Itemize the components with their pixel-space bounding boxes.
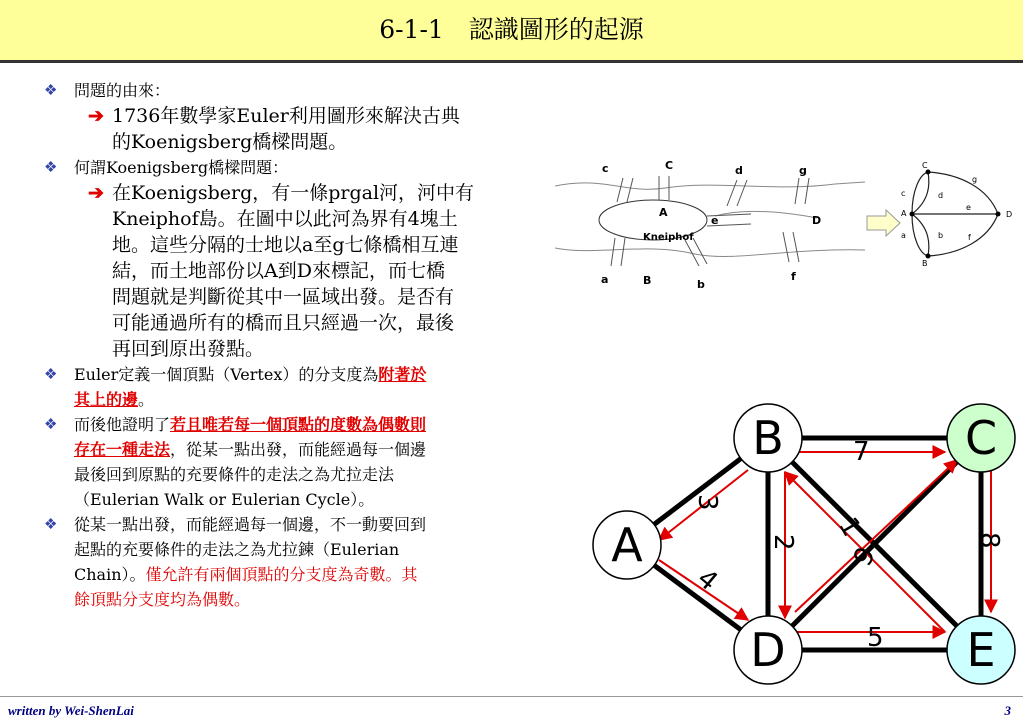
diamond-bullet-icon: ❖ bbox=[44, 515, 58, 533]
bullet-text: 從某一點出發，而能經過每一個邊，不一動要回到 bbox=[74, 515, 427, 534]
koenigsberg-map bbox=[555, 158, 865, 290]
subbullet-line: 在Koenigsberg，有一條prgal河，河中有 bbox=[112, 182, 475, 204]
map-label-D: D bbox=[812, 214, 822, 227]
subbullet-line: 再回到原出發點。 bbox=[112, 338, 265, 360]
map-label-kneiphof: Kneiphof bbox=[643, 232, 694, 243]
diamond-bullet-icon: ❖ bbox=[44, 415, 58, 433]
edge-label-1: 1 bbox=[832, 512, 867, 542]
bullet-text: 起點的充要條件的走法之為尤拉鍊（Eulerian bbox=[74, 540, 400, 559]
small-label-e: e bbox=[966, 203, 971, 212]
arrow-bullet-icon: ➔ bbox=[88, 182, 104, 204]
arrow-edge-1 bbox=[795, 460, 957, 612]
map-label-f: f bbox=[791, 270, 796, 283]
map-label-c: c bbox=[602, 162, 609, 175]
subbullet-line: Kneiphof島。在圖中以此河為界有4塊土 bbox=[112, 208, 458, 230]
bullet-text: Euler定義一個頂點（Vertex）的分支度為 bbox=[74, 365, 379, 384]
map-label-A: A bbox=[659, 206, 668, 219]
small-label-D: D bbox=[1006, 210, 1013, 219]
bullet-text: ，從某一點出發，而能經過每一個邊 bbox=[170, 440, 427, 459]
bullet-text: 問題的由來： bbox=[74, 81, 171, 100]
bullet-text: 何謂Koenigsberg橋樑問題： bbox=[74, 158, 289, 177]
small-label-A: A bbox=[901, 209, 907, 218]
euler-graph bbox=[585, 400, 1020, 688]
page-number: 3 bbox=[1004, 703, 1011, 718]
small-edge-c bbox=[912, 172, 928, 214]
edge-label-3: 3 bbox=[692, 494, 722, 511]
edge-label-6: 6 bbox=[845, 540, 880, 570]
small-label-c: c bbox=[901, 189, 906, 198]
subbullet-problem bbox=[44, 180, 559, 362]
bullet-text: 。 bbox=[138, 390, 155, 409]
bullet-proof bbox=[44, 412, 559, 512]
small-label-f: f bbox=[968, 233, 971, 242]
subbullet-euler bbox=[44, 103, 559, 155]
river-bank-north bbox=[555, 182, 865, 189]
bridge-g bbox=[795, 178, 809, 204]
subbullet-line: 結，而土地部份以A到D來標記，而七橋 bbox=[112, 260, 445, 282]
bullet-text: 而後他證明了 bbox=[74, 415, 171, 434]
subbullet-line: 問題就是判斷從其中一區域出發。是否有 bbox=[112, 286, 455, 308]
highlight-text: 附著於 bbox=[378, 365, 427, 384]
subbullet-line: 可能通過所有的橋而且只經過一次，最後 bbox=[112, 312, 455, 334]
highlight-text: 僅允許有兩個頂點的分支度為奇數。其 bbox=[145, 565, 418, 584]
small-label-d: d bbox=[938, 191, 944, 200]
small-edge-a bbox=[912, 214, 928, 256]
arrow-bullet-icon: ➔ bbox=[88, 105, 104, 127]
bridge-a bbox=[611, 238, 625, 266]
bullet-text: 最後回到原點的充要條件的走法之為尤拉走法 bbox=[74, 465, 395, 484]
bridge-f bbox=[783, 232, 799, 262]
map-label-a: a bbox=[601, 273, 609, 286]
map-label-b: b bbox=[697, 278, 705, 290]
subbullet-line: 地。這些分隔的士地以a至g七條橋相互連 bbox=[112, 234, 459, 256]
edge-label-8: 8 bbox=[974, 532, 1004, 549]
bullet-text: Chain）。 bbox=[74, 565, 146, 584]
title-divider bbox=[0, 60, 1023, 63]
bullet-chain bbox=[44, 512, 559, 612]
small-node-D bbox=[996, 212, 1001, 217]
highlight-text: 餘頂點分支度均為偶數。 bbox=[74, 590, 251, 609]
node-label-D: D bbox=[750, 623, 786, 677]
subbullet-line: 的Koenigsberg橋樑問題。 bbox=[112, 131, 348, 153]
graph-edges bbox=[627, 438, 981, 650]
transform-arrow-icon bbox=[866, 208, 902, 238]
edge-label-4: 4 bbox=[691, 563, 724, 598]
edge-label-2: 2 bbox=[768, 534, 798, 551]
small-label-g: g bbox=[972, 175, 978, 184]
highlight-text: 若且唯若每一個頂點的度數為偶數則 bbox=[170, 415, 427, 434]
diamond-bullet-icon: ❖ bbox=[44, 365, 58, 383]
highlight-text: 存在一種走法 bbox=[74, 440, 171, 459]
river-bank-south bbox=[555, 248, 865, 256]
node-label-A: A bbox=[611, 518, 643, 572]
bridge-d bbox=[727, 180, 747, 206]
edge-label-5: 5 bbox=[867, 623, 884, 653]
small-label-C: C bbox=[922, 161, 928, 170]
node-label-C: C bbox=[964, 411, 998, 465]
footer-author: written by Wei-ShenLai bbox=[8, 703, 134, 718]
footer-divider bbox=[0, 696, 1023, 697]
node-label-B: B bbox=[752, 411, 784, 465]
diamond-bullet-icon: ❖ bbox=[44, 158, 58, 176]
subbullet-line: 1736年數學家Euler利用圖形來解決古典 bbox=[112, 105, 460, 127]
slide-content bbox=[44, 78, 559, 612]
bullet-origin bbox=[44, 78, 559, 103]
small-node-C bbox=[926, 170, 931, 175]
small-node-B bbox=[926, 254, 931, 259]
small-label-b: b bbox=[938, 231, 944, 240]
small-graph bbox=[900, 160, 1022, 268]
edge-label-7: 7 bbox=[853, 437, 870, 467]
map-label-C: C bbox=[665, 159, 674, 172]
bridge-c bbox=[617, 178, 633, 202]
diamond-bullet-icon: ❖ bbox=[44, 81, 58, 99]
bullet-text: （Eulerian Walk or Eulerian Cycle）。 bbox=[74, 490, 375, 509]
node-label-E: E bbox=[966, 623, 996, 677]
highlight-text: 其上的邊 bbox=[74, 390, 139, 409]
small-node-A bbox=[910, 212, 915, 217]
map-label-B: B bbox=[643, 274, 652, 287]
map-label-e: e bbox=[711, 214, 719, 227]
map-label-d: d bbox=[735, 164, 743, 177]
map-label-g: g bbox=[799, 164, 807, 177]
slide-title: 6-1-1 認識圖形的起源 bbox=[0, 0, 1023, 60]
bullet-what-is bbox=[44, 155, 559, 180]
small-label-B: B bbox=[922, 259, 928, 268]
small-label-a: a bbox=[901, 231, 906, 240]
bullet-degree bbox=[44, 362, 559, 412]
